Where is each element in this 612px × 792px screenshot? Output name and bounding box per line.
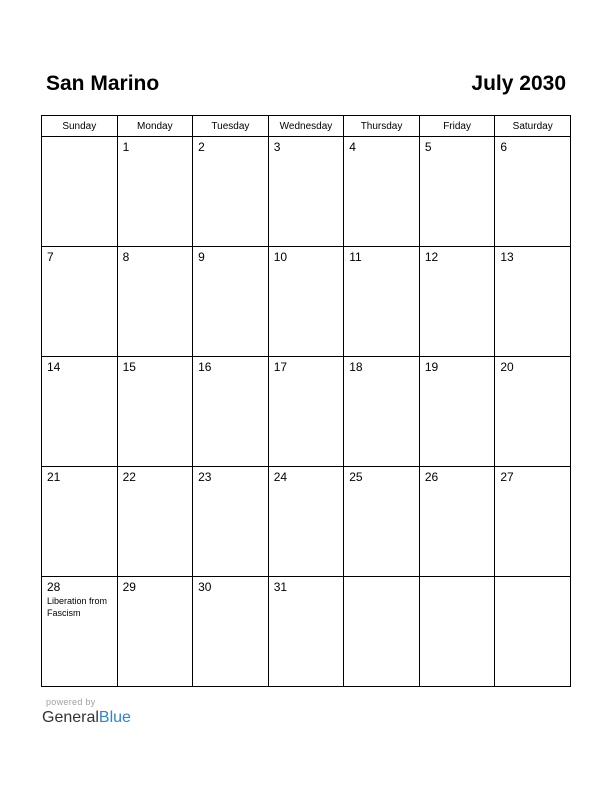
day-number: 24 xyxy=(273,470,288,484)
day-cell xyxy=(268,137,344,247)
day-number: 1 xyxy=(122,140,130,154)
weekday-sunday: Sunday xyxy=(42,116,118,137)
day-number: 18 xyxy=(349,360,363,374)
day-cell xyxy=(42,137,118,247)
weekday-saturday: Saturday xyxy=(495,116,571,137)
day-number: 2 xyxy=(198,140,205,154)
day-number xyxy=(420,577,495,580)
day-number: 29 xyxy=(122,580,136,594)
brand-name xyxy=(42,708,131,728)
week-row xyxy=(42,577,571,687)
day-cell xyxy=(344,577,420,687)
day-number: 10 xyxy=(273,250,288,264)
day-cell xyxy=(495,357,571,467)
day-number: 25 xyxy=(349,470,363,484)
day-number: 4 xyxy=(349,140,356,154)
day-cell xyxy=(42,467,118,577)
day-number: 23 xyxy=(198,470,212,484)
day-number: 17 xyxy=(273,360,288,374)
brand-blue-text: Blue xyxy=(98,709,131,726)
weekday-header-row xyxy=(42,116,571,137)
day-cell xyxy=(419,577,495,687)
day-cell xyxy=(193,357,269,467)
day-cell xyxy=(268,467,344,577)
week-row xyxy=(42,357,571,467)
day-number: 12 xyxy=(424,250,439,264)
day-cell xyxy=(193,247,269,357)
day-number: 16 xyxy=(198,360,212,374)
day-cell xyxy=(117,357,193,467)
day-cell xyxy=(495,467,571,577)
day-cell xyxy=(344,137,420,247)
day-cell xyxy=(344,247,420,357)
day-number xyxy=(495,577,570,580)
weekday-tuesday: Tuesday xyxy=(193,116,269,137)
powered-by-label: powered by xyxy=(46,697,96,707)
day-number: 15 xyxy=(122,360,136,374)
day-cell xyxy=(42,357,118,467)
day-number xyxy=(344,577,419,580)
day-number: 8 xyxy=(122,250,130,264)
weekday-friday: Friday xyxy=(419,116,495,137)
day-number: 31 xyxy=(273,580,288,594)
day-number: 26 xyxy=(424,470,439,484)
day-number: 6 xyxy=(500,140,508,154)
day-cell xyxy=(495,247,571,357)
week-row xyxy=(42,137,571,247)
country-title: San Marino xyxy=(46,72,160,95)
day-number: 3 xyxy=(273,140,281,154)
day-cell xyxy=(193,467,269,577)
day-number: 9 xyxy=(198,250,205,264)
month-year-title: July 2030 xyxy=(471,72,566,95)
brand-general-text: General xyxy=(42,709,99,726)
day-number: 19 xyxy=(424,360,439,374)
day-cell xyxy=(117,467,193,577)
day-cell xyxy=(419,247,495,357)
day-number: 27 xyxy=(500,470,514,484)
week-row xyxy=(42,467,571,577)
day-cell xyxy=(193,137,269,247)
day-cell xyxy=(495,577,571,687)
day-cell xyxy=(419,137,495,247)
weekday-wednesday: Wednesday xyxy=(268,116,344,137)
day-number: 14 xyxy=(47,360,61,374)
day-cell xyxy=(117,137,193,247)
day-cell xyxy=(117,577,193,687)
day-number: 30 xyxy=(198,580,212,594)
weekday-thursday: Thursday xyxy=(344,116,420,137)
weekday-monday: Monday xyxy=(117,116,193,137)
day-cell xyxy=(344,467,420,577)
day-cell xyxy=(268,357,344,467)
day-cell xyxy=(268,247,344,357)
day-number: 20 xyxy=(500,360,514,374)
day-number xyxy=(42,137,117,140)
brand-logo[interactable] xyxy=(42,697,131,728)
week-row xyxy=(42,247,571,357)
day-cell xyxy=(419,357,495,467)
day-number: 7 xyxy=(47,250,54,264)
day-cell xyxy=(42,577,118,687)
day-cell xyxy=(419,467,495,577)
day-number: 13 xyxy=(500,250,514,264)
day-cell xyxy=(42,247,118,357)
day-number: 22 xyxy=(122,470,136,484)
day-number: 28 xyxy=(47,580,61,594)
day-cell xyxy=(495,137,571,247)
day-cell xyxy=(268,577,344,687)
day-cell xyxy=(117,247,193,357)
day-cell xyxy=(193,577,269,687)
calendar-grid xyxy=(41,115,571,687)
day-number: 5 xyxy=(424,140,432,154)
day-number: 21 xyxy=(47,470,61,484)
day-cell xyxy=(344,357,420,467)
holiday-label: Liberation from Fascism xyxy=(47,596,108,618)
day-number: 11 xyxy=(349,250,362,264)
